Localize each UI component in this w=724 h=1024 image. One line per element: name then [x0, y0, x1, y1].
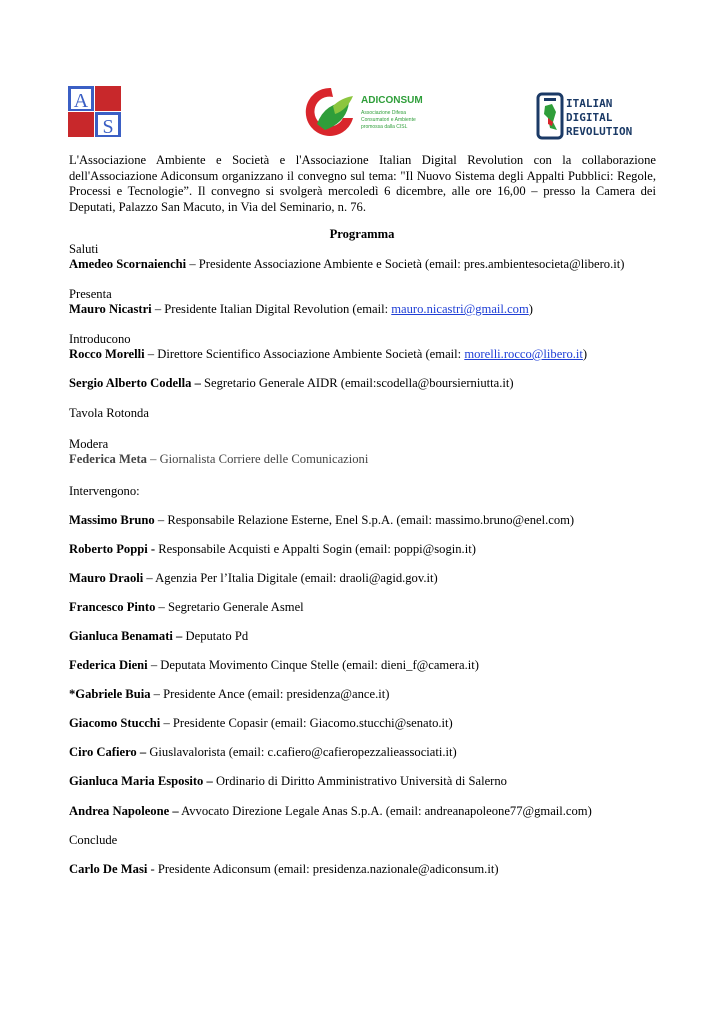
- speaker-demasi: [69, 862, 499, 877]
- speaker-dieni: [69, 658, 479, 673]
- speaker-role: – Responsabile Relazione Esterne, Enel S.p.A. (email: massimo.bruno@enel.com): [154, 513, 575, 527]
- ambiente-societa-logo: [68, 86, 121, 137]
- speaker-name: Ciro Cafiero –: [69, 745, 147, 759]
- speaker-name: Francesco Pinto: [69, 600, 156, 614]
- adiconsum-name: ADICONSUM: [361, 95, 423, 106]
- idr-line-2: DIGITAL: [566, 111, 613, 124]
- idr-line-3: REVOLUTION: [566, 125, 633, 138]
- speaker-name: Andrea Napoleone –: [69, 804, 179, 818]
- speaker-role: – Direttore Scientifico Associazione Ambiente Società (email:: [144, 347, 465, 361]
- adiconsum-tagline-3: promossa dalla CISL: [361, 124, 408, 130]
- logo-letter-s: S: [102, 116, 114, 137]
- speaker-draoli: [69, 571, 438, 586]
- speaker-name: Massimo Bruno: [69, 513, 155, 527]
- speaker-name: Federica Meta: [69, 452, 147, 466]
- speaker-name: Sergio Alberto Codella –: [69, 376, 201, 390]
- adiconsum-tagline-2: Consumatori e Ambiente: [361, 117, 416, 123]
- section-modera: Modera: [69, 437, 109, 451]
- speaker-role: Giuslavalorista (email: c.cafiero@cafieropezzalieassociati.it): [146, 745, 457, 759]
- speaker-nicastri: [69, 302, 533, 317]
- speaker-role: - Presidente Adiconsum (email: presidenza.nazionale@adiconsum.it): [147, 862, 499, 876]
- speaker-role: Avvocato Direzione Legale Anas S.p.A. (email: andreanapoleone77@gmail.com): [178, 804, 592, 818]
- speaker-role: – Presidente Italian Digital Revolution (email:: [151, 302, 392, 316]
- speaker-meta: [69, 452, 368, 467]
- speaker-name: Federica Dieni: [69, 658, 148, 672]
- italian-digital-revolution-logo: [536, 92, 654, 142]
- speaker-name: Gianluca Maria Esposito –: [69, 774, 213, 788]
- section-conclude: Conclude: [69, 833, 118, 847]
- speaker-name: Carlo De Masi: [69, 862, 148, 876]
- logo-letter-a: A: [73, 90, 89, 112]
- speaker-name: Roberto Poppi -: [69, 542, 156, 556]
- speaker-benamati: [69, 629, 248, 644]
- speaker-role: – Agenzia Per l’Italia Digitale (email: draoli@agid.gov.it): [143, 571, 438, 585]
- section-intervengono: Intervengono:: [69, 484, 140, 498]
- speaker-poppi: [69, 542, 476, 557]
- section-presenta: Presenta: [69, 287, 112, 301]
- speaker-name: Amedeo Scornaienchi: [69, 257, 187, 271]
- speaker-cafiero: [69, 745, 457, 760]
- logo-strip: [0, 84, 724, 146]
- speaker-role: Ordinario di Diritto Amministrativo Università di Salerno: [212, 774, 507, 788]
- section-tavola-rotonda: Tavola Rotonda: [69, 406, 149, 420]
- speaker-name: Rocco Morelli: [69, 347, 145, 361]
- speaker-scornaienchi: [69, 257, 624, 272]
- speaker-role: Segretario Generale AIDR (email:scodella@boursierniutta.it): [200, 376, 514, 390]
- speaker-name: *Gabriele Buia: [69, 687, 151, 701]
- speaker-role: – Presidente Ance (email: presidenza@ance.it): [150, 687, 390, 701]
- speaker-morelli: [69, 347, 587, 362]
- speaker-role: – Giornalista Corriere delle Comunicazioni: [146, 452, 369, 466]
- adiconsum-logo: [303, 84, 423, 140]
- speaker-esposito: [69, 774, 507, 789]
- speaker-pinto: [69, 600, 304, 615]
- close-paren: ): [582, 347, 588, 361]
- section-introducono: Introducono: [69, 332, 131, 346]
- speaker-role: – Deputata Movimento Cinque Stelle (email: dieni_f@camera.it): [147, 658, 479, 672]
- speaker-role: – Presidente Copasir (email: Giacomo.stucchi@senato.it): [160, 716, 453, 730]
- intro-paragraph: [69, 153, 656, 215]
- section-saluti: Saluti: [69, 242, 99, 256]
- speaker-role: – Segretario Generale Asmel: [155, 600, 304, 614]
- adiconsum-tagline-1: Associazione Difesa: [361, 110, 407, 116]
- speaker-name: Gianluca Benamati –: [69, 629, 183, 643]
- speaker-codella: [69, 376, 514, 391]
- speaker-role: Deputato Pd: [182, 629, 249, 643]
- speaker-napoleone: [69, 804, 592, 819]
- speaker-name: Giacomo Stucchi: [69, 716, 161, 730]
- speaker-name: Mauro Draoli: [69, 571, 144, 585]
- speaker-role: Responsabile Acquisti e Appalti Sogin (email: poppi@sogin.it): [155, 542, 476, 556]
- speaker-bruno: [69, 513, 574, 528]
- close-paren: ): [528, 302, 533, 316]
- email-link[interactable]: mauro.nicastri@gmail.com: [391, 302, 529, 316]
- speaker-stucchi: [69, 716, 453, 731]
- email-link[interactable]: morelli.rocco@libero.it: [464, 347, 583, 361]
- intro-text: L'Associazione Ambiente e Società e l'Associazione Italian Digital Revolution con la collaborazione dell'Associazione Adiconsum organizzano il convegno sul tema: "Il Nuovo Sistema degli Appalti Pubblici: Regole, Processi e Tecnologie”. Il convegno si svolgerà mercoledì 6 dicembre, alle ore 16,00 – presso la Camera dei Deputati, Palazzo San Macuto, in Via del Seminario, n. 76.: [69, 153, 656, 214]
- speaker-name: Mauro Nicastri: [69, 302, 152, 316]
- speaker-buia: [69, 687, 389, 702]
- idr-line-1: ITALIAN: [566, 97, 613, 110]
- program-title: Programma: [329, 227, 395, 241]
- speaker-role: – Presidente Associazione Ambiente e Società (email: pres.ambientesocieta@libero.it): [186, 257, 625, 271]
